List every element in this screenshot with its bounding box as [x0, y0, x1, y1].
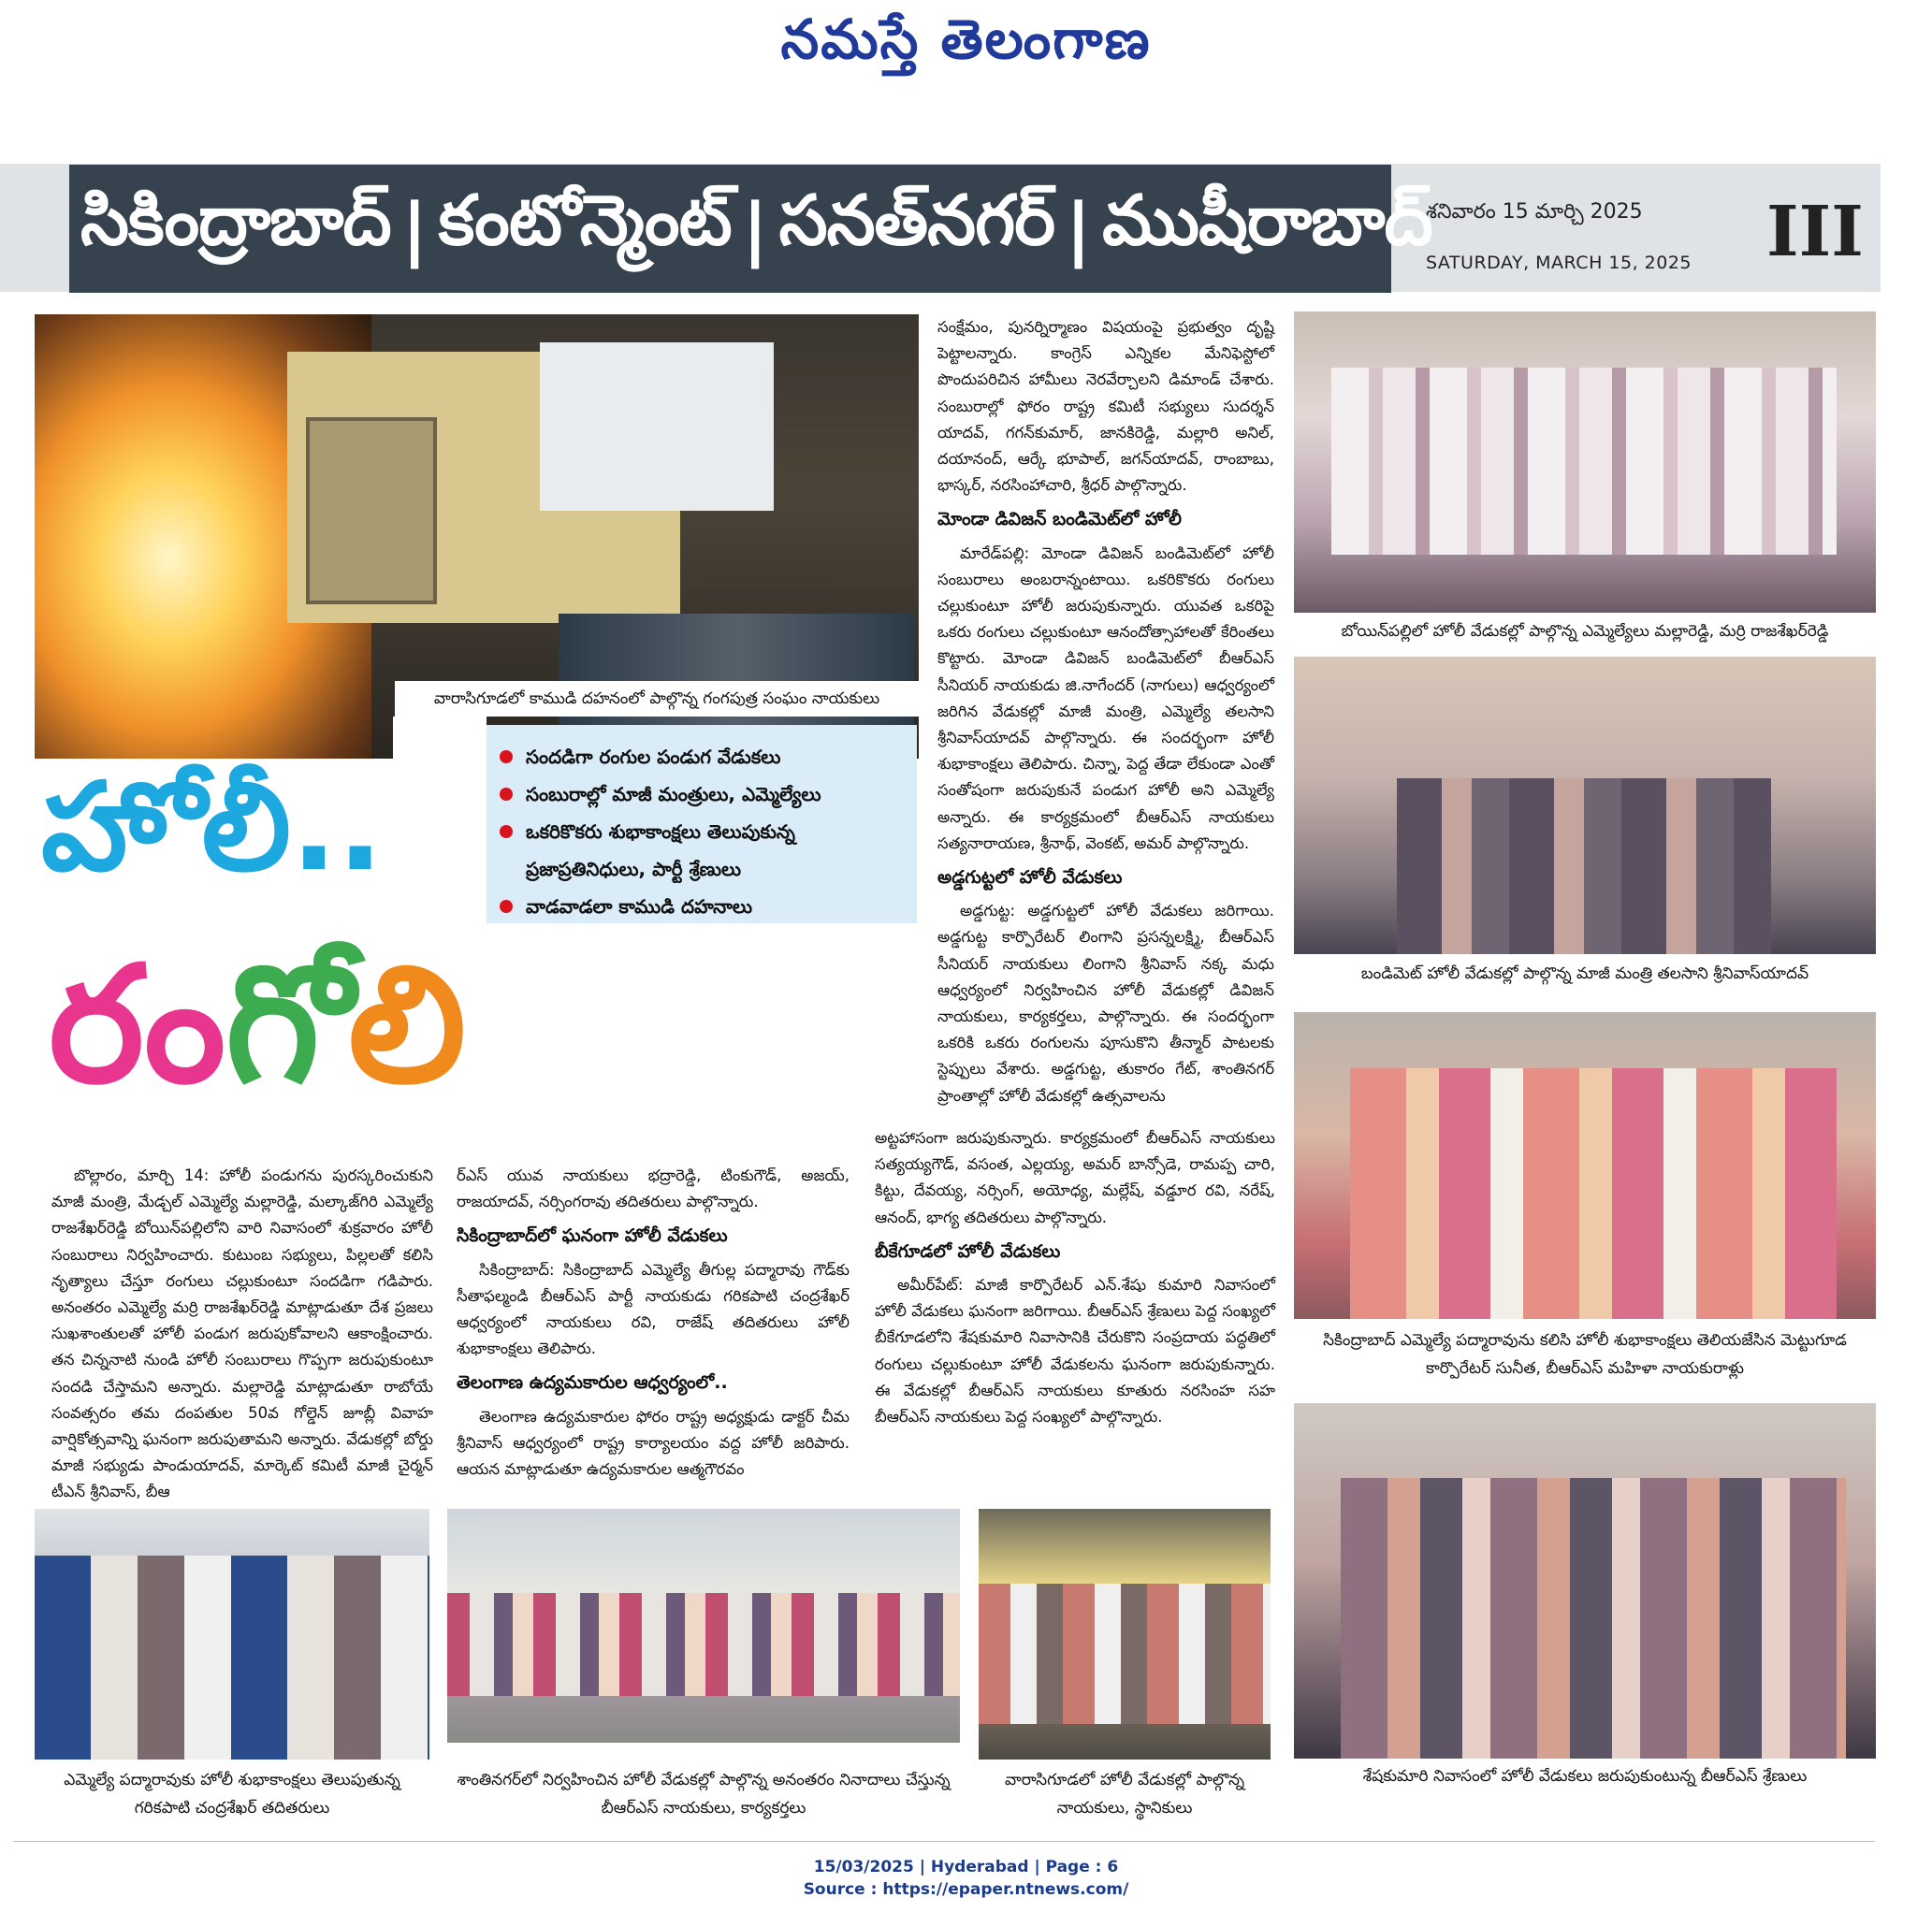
photo-shantinagar	[447, 1509, 960, 1743]
highlight-item: సందడిగా రంగుల పండుగ వేడుకలు	[494, 738, 908, 775]
paragraph: అట్టహాసంగా జరుపుకున్నారు. కార్యక్రమంలో బీఆర్‌ఎస్ నాయకులు సత్యయ్యగౌడ్, వసంత, ఎల్లయ్య, అమర్ బాన్సోడె, రామప్ప చారి, కిట్టు, దేవయ్య, నర్సింగ్, అయోధ్య, మల్లేష్, వడ్డూర రవి, నరేష్, ఆనంద్, భాగ్య తదితరులు పాల్గొన్నారు.	[875, 1129, 1275, 1226]
date-english: SATURDAY, MARCH 15, 2025	[1426, 253, 1692, 273]
headline-part-pink: రం	[49, 931, 226, 1119]
headline-part-green: గో	[225, 931, 349, 1119]
headline-rangoli	[49, 931, 467, 1119]
article-column-b	[457, 1163, 850, 1499]
location-musheerabad: ముషీరాబాద్	[1102, 180, 1432, 261]
subheading-addagutta: అడ్డగుట్టలో హోలీ వేడుకలు	[937, 867, 1123, 889]
masthead-logo	[0, 7, 1932, 73]
paragraph: సికింద్రాబాద్: సికింద్రాబాద్ ఎమ్మెల్యే తీగుల్ల పద్మారావు గౌడ్‌కు సీతాఫల్మండి బీఆర్‌ఎస్ పార్టీ నాయకుడు గరికపాటి చంద్రశేఖర్ ఆధ్వర్యంలో నాయకులు రవి, రాజేష్ తదితరులు హోలీ శుభాకాంక్షలు తెలిపారు.	[457, 1260, 850, 1358]
separator: |	[742, 188, 768, 269]
photo-metuguda	[1294, 1012, 1876, 1319]
caption-warasiguda: వారాసిగూడలో హోలీ వేడుకల్లో పాల్గొన్న నాయకులు, స్థానికులు	[1004, 1771, 1245, 1818]
paragraph: బొల్లారం, మార్చి 14: హోలీ పండుగను పురస్కరించుకుని మాజీ మంత్రి, మేడ్చల్ ఎమ్మెల్యే మల్లారెడ్డి, మల్కాజ్‌గిరి ఎమ్మెల్యే రాజశేఖర్‌రెడ్డి బోయిన్‌పల్లిలోని వారి నివాసంలో శుక్రవారం హోలీ సంబురాలు నిర్వహించారు. కుటుంబ సభ్యులు, పిల్లలతో కలిసి నృత్యాలు చేస్తూ రంగులు చల్లుకుంటూ సందడిగా గడిపారు. అనంతరం ఎమ్మెల్యే మర్రి రాజశేఖర్‌రెడ్డి మాట్లాడుతూ దేశ ప్రజలు సుఖశాంతులతో హోలీ పండుగ జరుపుకోవాలని ఆకాంక్షించారు. తన చిన్ననాటి నుండి హోలీ సంబురాలు గొప్పగా జరుపుకుంటూ సందడి చేస్తామని అన్నారు. మల్లారెడ్డి మాట్లాడుతూ రాబోయే సంవత్సరం తమ దంపతుల 50వ గోల్డెన్ జూబ్లీ వివాహ వార్షికోత్సవాన్ని ఘనంగా జరుపుతామని అన్నారు. వేడుకల్లో బోర్డు మాజీ సభ్యుడు పాండుయాదవ్, మార్కెట్ కమిటీ మాజీ చైర్మన్ టీఎన్ శ్రీనివాస్, బీఆ	[51, 1166, 433, 1501]
photo-warasiguda	[979, 1509, 1271, 1760]
paragraph: మారేడ్‌పల్లి: మోండా డివిజన్ బండిమెట్‌లో హోలీ సంబురాలు అంబరాన్నంటాయి. ఒకరికొకరు రంగులు చల్లుకుంటూ హోలీ జరుపుకున్నారు. యువత ఒకరిపై ఒకరు రంగులు చల్లుకుంటూ ఆనందోత్సాహాలతో కేరింతలు కొట్టారు. మోండా డివిజన్ బండిమెట్‌లో బీఆర్‌ఎస్ సీనియర్ నాయకుడు జి.నాగేందర్ (నాగులు) ఆధ్వర్యంలో జరిగిన వేడుకల్లో మాజీ మంత్రి, ఎమ్మెల్యే తలసాని శ్రీనివాస్‌యాదవ్ పాల్గొన్నారు. ఈ సందర్భంగా హోలీ శుభాకాంక్షలు తెలిపారు. చిన్నా, పెద్ద తేడా లేకుండా ఎంతో సంతోషంగా జరుపుకునే పండుగ హోలీ అని ఎమ్మెల్యే అన్నారు. ఈ కార్యక్రమంలో బీఆర్‌ఎస్ నాయకులు సత్యనారాయణ, శ్రీనాథ్, వెంకట్, అమర్ పాల్గొన్నారు.	[937, 543, 1274, 852]
page-numeral: III	[1766, 192, 1864, 272]
separator: |	[401, 188, 428, 269]
caption-padmarao-wishes: ఎమ్మెల్యే పద్మారావుకు హోలీ శుభాకాంక్షలు తెలుపుతున్న గరికపాటి చంద్రశేఖర్ తదితరులు	[64, 1771, 400, 1818]
headline-part-orange: లి	[348, 931, 467, 1119]
subheading-secunderabad: సికింద్రాబాద్‌లో ఘనంగా హోలీ వేడుకలు	[457, 1225, 728, 1247]
footer-source-link[interactable]: Source : https://epaper.ntnews.com/	[803, 1880, 1129, 1899]
location-secunderabad: సికింద్రాబాద్	[80, 180, 391, 261]
section-locations-bar	[69, 165, 1432, 293]
highlight-item: సంబురాల్లో మాజీ మంత్రులు, ఎమ్మెల్యేలు	[494, 775, 908, 813]
caption-top-photo: వారాసిగూడలో కాముడి దహనంలో పాల్గొన్న గంగపుత్ర సంఘం నాయకులు	[395, 681, 919, 717]
highlight-item: వాడవాడలా కాముడి దహనాలు	[494, 888, 908, 925]
photo-padmarao-wishes	[35, 1509, 429, 1760]
subheading-bandimet: మోండా డివిజన్ బండిమెట్‌లో హోలీ	[937, 509, 1182, 530]
caption-bandimet: బండిమెట్ హోలీ వేడుకల్లో పాల్గొన్న మాజీ మంత్రి తలసాని శ్రీనివాస్‌యాదవ్	[1360, 964, 1809, 983]
paragraph: అమీర్‌పేట్: మాజీ కార్పొరేటర్ ఎన్.శేషు కుమారి నివాసంలో హోలీ వేడుకలు ఘనంగా జరిగాయి. బీఆర్‌ఎస్ శ్రేణులు పెద్ద సంఖ్యలో బీకేగూడలోని శేషకుమారి నివాసానికి చేరుకొని సంప్రదాయ పద్ధతిలో రంగులు చల్లుకుంటూ హోలీ వేడుకలను ఘనంగా జరుపుకున్నారు. ఈ వేడుకల్లో బీఆర్‌ఎస్ నాయకులు కూతురు నరసింహ సహ బీఆర్‌ఎస్ నాయకులు పెద్ద సంఖ్యలో పాల్గొన్నారు.	[875, 1276, 1275, 1427]
paragraph: అడ్డగుట్ట: అడ్డగుట్టలో హోలీ వేడుకలు జరిగాయి. అడ్డగుట్ట కార్పొరేటర్ లింగాని ప్రసన్నలక్ష్మి, బీఆర్‌ఎస్ సీనియర్ నాయకులు లింగాని శ్రీనివాస్ నక్క మధు ఆధ్వర్యంలో నిర్వహించిన హోలీ వేడుకల్లో డివిజన్ నాయకులు, కార్యకర్తలు, పాల్గొన్నారు. ఈ సందర్భంగా ఒకరికి ఒకరు రంగులను పూసుకొని తీన్మార్ పాటలకు స్టెప్పులు వేశారు. అడ్డగుట్ట, తుకారం గేట్, శాంతినగర్ ప్రాంతాల్లో హోలీ వేడుకల్లో ఉత్సవాలను	[937, 902, 1274, 1105]
article-column-d	[875, 1125, 1275, 1499]
caption-shantinagar: శాంతినగర్‌లో నిర్వహించిన హోలీ వేడుకల్లో పాల్గొన్న అనంతరం నినాదాలు చేస్తున్న బీఆర్‌ఎస్ నాయకులు, కార్యకర్తలు	[457, 1771, 951, 1818]
highlights-box	[487, 725, 917, 923]
paragraph: తెలంగాణ ఉద్యమకారుల ఫోరం రాష్ట్ర అధ్యక్షుడు డాక్టర్ చీమ శ్రీనివాస్ ఆధ్వర్యంలో రాష్ట్ర కార్యాలయం వద్ద హోలీ జరిపారు. ఆయన మాట్లాడుతూ ఉద్యమకారుల ఆత్మగౌరవం	[457, 1407, 850, 1479]
date-telugu: శనివారం 15 మార్చి 2025	[1426, 200, 1643, 224]
paragraph: ర్‌ఎస్ యువ నాయకులు భద్రారెడ్డి, టింకుగౌడ్, అజయ్, రాజయాదవ్, నర్సింగరావు తదితరులు పాల్గొన్నారు.	[457, 1166, 850, 1211]
photo-bandimet	[1294, 657, 1876, 954]
masthead-title: నమస్తే తెలంగాణ	[780, 7, 1152, 71]
highlight-item: ఒకరికొకరు శుభాకాంక్షలు తెలుపుకున్న ప్రజాప్రతినిధులు, పార్టీ శ్రేణులు	[494, 813, 908, 888]
article-column-a	[51, 1163, 433, 1499]
location-sanathnagar: సనత్‌నగర్	[778, 180, 1055, 261]
footer-divider	[13, 1841, 1875, 1842]
caption-metuguda: సికింద్రాబాద్ ఎమ్మెల్యే పద్మారావును కలిసి హోలీ శుభాకాంక్షలు తెలియజేసిన మెట్టుగూడ కార్పొరేటర్ సునీత, బీఆర్‌ఎస్ మహిళా నాయకురాళ్లు	[1323, 1331, 1847, 1378]
spacer	[393, 717, 487, 759]
photo-boinpally	[1294, 311, 1876, 613]
separator: |	[1066, 188, 1092, 269]
paragraph: సంక్షేమం, పునర్నిర్మాణం విషయంపై ప్రభుత్వం దృష్టి పెట్టాలన్నారు. కాంగ్రెస్ ఎన్నికల మేనిఫెస్టోలో పొందుపరిచిన హామీలు నెరవేర్చాలని డిమాండ్ చేశారు. సంబురాల్లో ఫోరం రాష్ట్ర కమిటీ సభ్యులు సుదర్శన్ యాదవ్, గగన్‌కుమార్, జానకిరెడ్డి, మల్లారి అనిల్, దయానంద్, ఆర్కే భూపాల్, జగన్‌యాదవ్, రాంబాబు, భాస్కర్, నరసింహాచారి, శ్రీధర్ పాల్గొన్నారు.	[937, 318, 1274, 495]
location-cantonment: కంటోన్మెంట్	[438, 180, 732, 261]
photo-seshukumari	[1294, 1403, 1876, 1759]
caption-boinpally: బోయిన్‌పల్లిలో హోలీ వేడుకల్లో పాల్గొన్న ఎమ్మెల్యేలు మల్లారెడ్డి, మర్రి రాజశేఖర్‌రెడ్డి	[1341, 622, 1829, 641]
caption-seshukumari: శేషకుమారి నివాసంలో హోలీ వేడుకలు జరుపుకుంటున్న బీఆర్‌ఎస్ శ్రేణులు	[1362, 1767, 1808, 1786]
headline-holi: హోలీ..	[41, 756, 384, 898]
subheading-bkguda: బీకేగూడలో హోలీ వేడుకలు	[875, 1240, 1061, 1262]
subheading-udyamakarula: తెలంగాణ ఉద్యమకారుల ఆధ్వర్యంలో..	[457, 1372, 728, 1394]
article-column-c	[937, 314, 1274, 1119]
footer-info: 15/03/2025 | Hyderabad | Page : 6	[813, 1858, 1119, 1876]
